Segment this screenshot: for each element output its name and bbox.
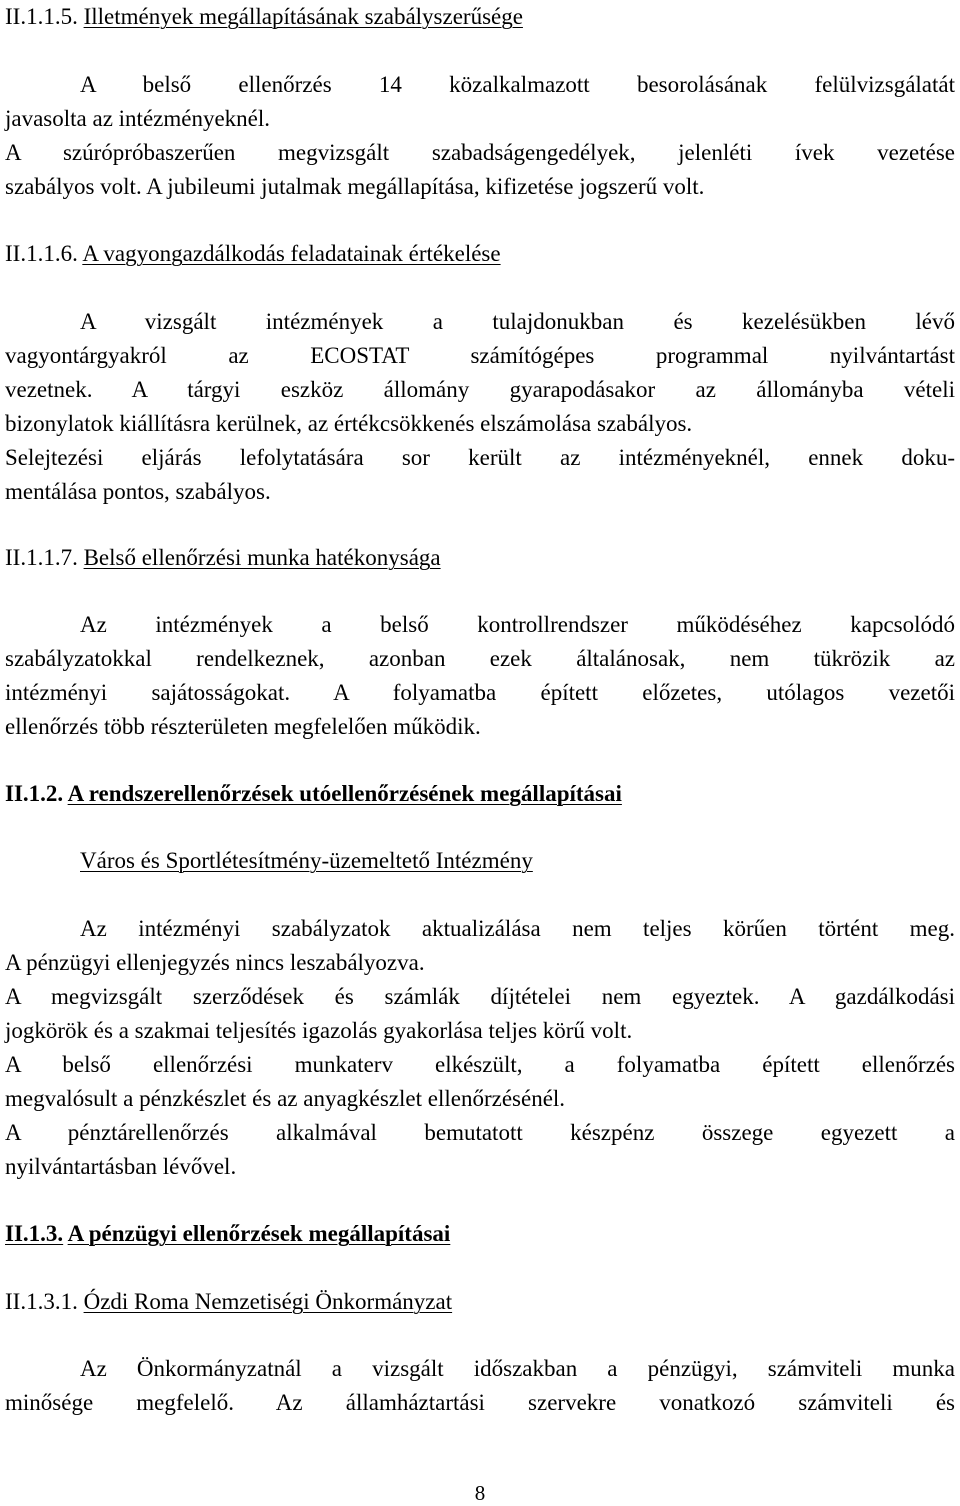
paragraph-line: Az intézményi szabályzatok aktualizálása nem teljes körűen történt meg. bbox=[80, 916, 955, 941]
section-heading-1-1-6 bbox=[5, 237, 955, 271]
heading-number: II.1.3. bbox=[5, 1221, 64, 1246]
heading-number: II.1.3.1. bbox=[5, 1289, 78, 1314]
heading-title: Belső ellenőrzési munka hatékonysága bbox=[83, 545, 441, 570]
paragraph-line: A megvizsgált szerződések és számlák díjtételei nem egyeztek. A gazdálkodási bbox=[5, 984, 955, 1009]
heading-title: A pénzügyi ellenőrzések megállapításai bbox=[67, 1221, 451, 1246]
paragraph-vagyongazdalkodas bbox=[5, 305, 955, 509]
paragraph-belso-ellenorzes bbox=[5, 608, 955, 744]
heading-title: Ózdi Roma Nemzetiségi Önkormányzat bbox=[83, 1289, 453, 1314]
heading-number: II.1.1.7. bbox=[5, 545, 78, 570]
heading-title: A rendszerellenőrzések utóellenőrzésének megállapításai bbox=[67, 781, 622, 806]
paragraph-utoellenorzes bbox=[5, 912, 955, 1184]
paragraph-line: ellenőrzés több részterületen megfelelően működik. bbox=[5, 714, 481, 739]
institution-name: Város és Sportlétesítmény-üzemeltető Intézmény bbox=[80, 848, 533, 873]
paragraph-line: szabályos volt. A jubileumi jutalmak megállapítása, kifizetése jogszerű volt. bbox=[5, 174, 705, 199]
page-number: 8 bbox=[474, 1481, 486, 1505]
paragraph-line: megvalósult a pénzkészlet és az anyagkészlet ellenőrzésénél. bbox=[5, 1086, 566, 1111]
paragraph-line: A pénztárellenőrzés alkalmával bemutatott készpénz összege egyezett a bbox=[5, 1120, 955, 1145]
paragraph-line: Az intézmények a belső kontrollrendszer működéséhez kapcsolódó bbox=[80, 612, 955, 637]
heading-title: Illetmények megállapításának szabályszerűsége bbox=[83, 4, 523, 29]
heading-number: II.1.1.6. bbox=[5, 241, 78, 266]
paragraph-line: javasolta az intézményeknél. bbox=[5, 106, 271, 131]
paragraph-line: A belső ellenőrzési munkaterv elkészült, a folyamatba épített ellenőrzés bbox=[5, 1052, 955, 1077]
paragraph-line: A szúrópróbaszerűen megvizsgált szabadságengedélyek, jelenléti ívek vezetése bbox=[5, 140, 955, 165]
section-heading-1-1-5 bbox=[5, 0, 955, 34]
section-heading-1-3 bbox=[5, 1217, 955, 1251]
institution-subheading bbox=[5, 844, 955, 878]
paragraph-line: intézményi sajátosságokat. A folyamatba épített előzetes, utólagos vezetői bbox=[5, 680, 955, 705]
heading-title: A vagyongazdálkodás feladatainak értékelése bbox=[82, 241, 501, 266]
section-heading-1-1-7 bbox=[5, 541, 955, 575]
heading-number: II.1.2. bbox=[5, 781, 64, 806]
paragraph-line: nyilvántartásban lévővel. bbox=[5, 1154, 237, 1179]
section-heading-1-2 bbox=[5, 777, 955, 811]
paragraph-line: szabályzatokkal rendelkeznek, azonban ezek általánosak, nem tükrözik az bbox=[5, 646, 955, 671]
section-heading-1-3-1 bbox=[5, 1285, 955, 1319]
heading-number: II.1.1.5. bbox=[5, 4, 78, 29]
paragraph-line: bizonylatok kiállításra kerülnek, az értékcsökkenés elszámolása szabályos. bbox=[5, 411, 693, 436]
paragraph-roma-onkormanyzat bbox=[5, 1352, 955, 1420]
paragraph-line: mentálása pontos, szabályos. bbox=[5, 479, 271, 504]
paragraph-line: vagyontárgyakról az ECOSTAT számítógépes programmal nyilvántartást bbox=[5, 343, 955, 368]
paragraph-line: Az Önkormányzatnál a vizsgált időszakban a pénzügyi, számviteli munka bbox=[80, 1356, 955, 1381]
paragraph-line: jogkörök és a szakmai teljesítés igazolás gyakorlása teljes körű volt. bbox=[5, 1018, 633, 1043]
paragraph-line: A pénzügyi ellenjegyzés nincs leszabályozva. bbox=[5, 950, 425, 975]
paragraph-line: minősége megfelelő. Az államháztartási szervekre vonatkozó számviteli és bbox=[5, 1390, 955, 1415]
paragraph-illetmenyek bbox=[5, 68, 955, 204]
paragraph-line: A belső ellenőrzés 14 közalkalmazott besorolásának felülvizsgálatát bbox=[80, 72, 955, 97]
paragraph-line: A vizsgált intézmények a tulajdonukban és kezelésükben lévő bbox=[80, 309, 955, 334]
paragraph-line: Selejtezési eljárás lefolytatására sor került az intézményeknél, ennek doku- bbox=[5, 445, 955, 470]
paragraph-line: vezetnek. A tárgyi eszköz állomány gyarapodásakor az állományba vételi bbox=[5, 377, 955, 402]
